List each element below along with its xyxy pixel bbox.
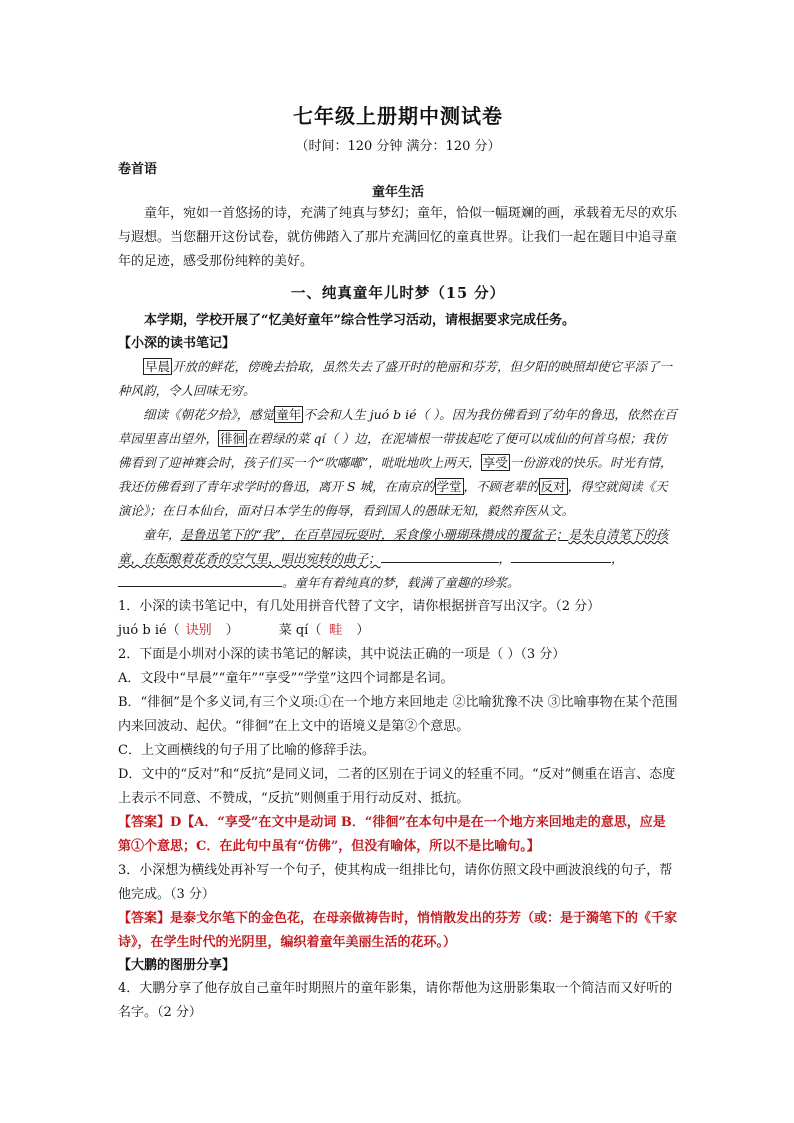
wavy-underlined-sentence: 是朱自清笔下的孩童，在酝酿着花香的空气里，唱出宛转的曲子；	[118, 527, 669, 566]
exam-title: 七年级上册期中测试卷	[293, 104, 503, 128]
answer-3	[118, 907, 678, 955]
pinyin-prompt: 菜 qí（	[278, 623, 322, 638]
question-1-answers	[118, 619, 678, 643]
preface-label: 卷首语	[118, 162, 158, 177]
question-2: 2．下面是小圳对小深的读书笔记的解读，其中说法正确的一项是（ ）（3 分）	[118, 647, 566, 662]
answer-tag: 【答案】	[118, 815, 171, 830]
note-paragraph-2	[118, 403, 678, 523]
boxed-word: 享受	[482, 455, 508, 470]
note-paragraph-1	[118, 355, 678, 403]
boxed-word: 学堂	[436, 479, 462, 494]
note-text: 童年，	[143, 527, 181, 542]
boxed-word: 童年	[276, 407, 302, 422]
answer-word: 诀别	[185, 623, 212, 638]
answer-2	[118, 811, 678, 859]
separator: ，	[498, 551, 512, 566]
answer-text: D【A．“享受”在文中是动词 B．“徘徊”在本句中是在一个地方来回地走的意思，应是第①个意思；C．在此句中虽有“仿佛”，但没有喻体，所以不是比喻句。】	[118, 815, 666, 854]
note-text: 。童年有着纯真的梦，载满了童趣的珍浆。	[282, 575, 520, 590]
question-4: 4．大鹏分享了他存放自己童年时期照片的童年影集，请你帮他为这册影集取一个简洁而又好听的名字。（2 分）	[118, 981, 673, 1020]
note-text: ，得空就阅读《天演论》；在日本仙台，面对日本学生的侮辱，看到国人的愚昧无知，毅然弃医从文。	[118, 479, 668, 518]
answer-blank[interactable]	[511, 548, 611, 563]
answer-text: 是泰戈尔笔下的金色花，在母亲做祷告时，悄悄散发出的芬芳（或：是于漪笔下的《千家诗》，在学生时代的光阴里，编织着童年美丽生活的花环。）	[118, 911, 678, 950]
note-text: 一份游戏的快乐。时光有情，我还仿佛看到了青年求学时的鲁迅，离开 S 城，在南京的	[118, 455, 673, 494]
answer-blank[interactable]	[118, 572, 282, 587]
question-3: 3．小深想为横线处再补写一个句子，使其构成一组排比句，请你仿照文段中画波浪线的句子，帮他完成。（3 分）	[118, 863, 673, 902]
answer-blank[interactable]	[381, 548, 499, 563]
separator: ，	[611, 551, 624, 566]
note-text: 细读《朝花夕拾》，感觉	[143, 407, 275, 422]
option-d: D．文中的“反对”和“反抗”是同义词，二者的区别在于词义的轻重不同。“反对”侧重在语言、态度上表示不同意、不赞成，“反抗”则侧重于用行动反对、抵抗。	[118, 767, 676, 806]
preface-text: 童年，宛如一首悠扬的诗，充满了纯真与梦幻；童年，恰似一幅斑斓的画，承载着无尽的欢乐与遐想。当您翻开这份试卷，就仿佛踏入了那片充满回忆的童真世界。让我们一起在题目中追寻童年的足迹，感受那份纯粹的美好。	[118, 206, 678, 269]
option-a: A．文段中“早晨”“童年”“享受”“学堂”这四个词都是名词。	[118, 671, 454, 686]
boxed-word: 早晨	[145, 359, 171, 374]
preface-heading: 童年生活	[371, 185, 424, 200]
notes-label: 【小深的读书笔记】	[118, 336, 236, 351]
question-1: 1．小深的读书笔记中，有几处用拼音代替了文字，请你根据拼音写出汉字。（2 分）	[118, 599, 601, 614]
pinyin-prompt: juó b ié（	[118, 623, 180, 638]
exam-page	[118, 100, 678, 1025]
boxed-word: 反对	[540, 479, 566, 494]
note-paragraph-3	[118, 523, 678, 595]
note-text: 在碧绿的菜 qí（ ）边，在泥墙根一带拔起吃了便可以成仙的何首乌根；我仿佛看到了迎神赛会时，孩子们买一个“吹嘟嘟”，吡吡地吹上两天，	[118, 431, 667, 470]
album-label: 【大鹏的图册分享】	[118, 958, 236, 973]
note-text: 开放的鲜花，傍晚去拾取，虽然失去了盛开时的艳丽和芬芳，但夕阳的映照却使它平添了一种风韵，令人回味无穷。	[118, 359, 673, 398]
boxed-word: 徘徊	[220, 431, 246, 446]
option-b: B．“徘徊”是个多义词,有三个义项:①在一个地方来回地走 ②比喻犹豫不决 ③比喻事物在某个范围内来回波动、起伏。“徘徊”在上文中的语境义是第②个意思。	[118, 695, 678, 734]
option-c: C．上文画横线的句子用了比喻的修辞手法。	[118, 743, 375, 758]
underlined-sentence: 是鲁迅笔下的“我”，在百草园玩耍时，采食像小珊瑚珠攒成的覆盆子；	[180, 527, 569, 542]
close-paren: ）	[356, 623, 370, 638]
part1-intro: 本学期，学校开展了“忆美好童年”综合性学习活动，请根据要求完成任务。	[144, 313, 575, 328]
note-text: 不会和人生 juó b ié（ ）。因为我仿佛看到了幼年的鲁迅，依然在百草园里喜出望外，	[118, 407, 677, 446]
answer-tag: 【答案】	[118, 911, 171, 926]
exam-subtitle: （时间：120 分钟 满分：120 分）	[295, 139, 501, 154]
note-text: ，不顾老辈的	[463, 479, 539, 494]
answer-word: 畦	[329, 623, 343, 638]
close-paren: ）	[225, 623, 239, 638]
part1-heading: 一、纯真童年儿时梦（15 分）	[290, 285, 506, 302]
